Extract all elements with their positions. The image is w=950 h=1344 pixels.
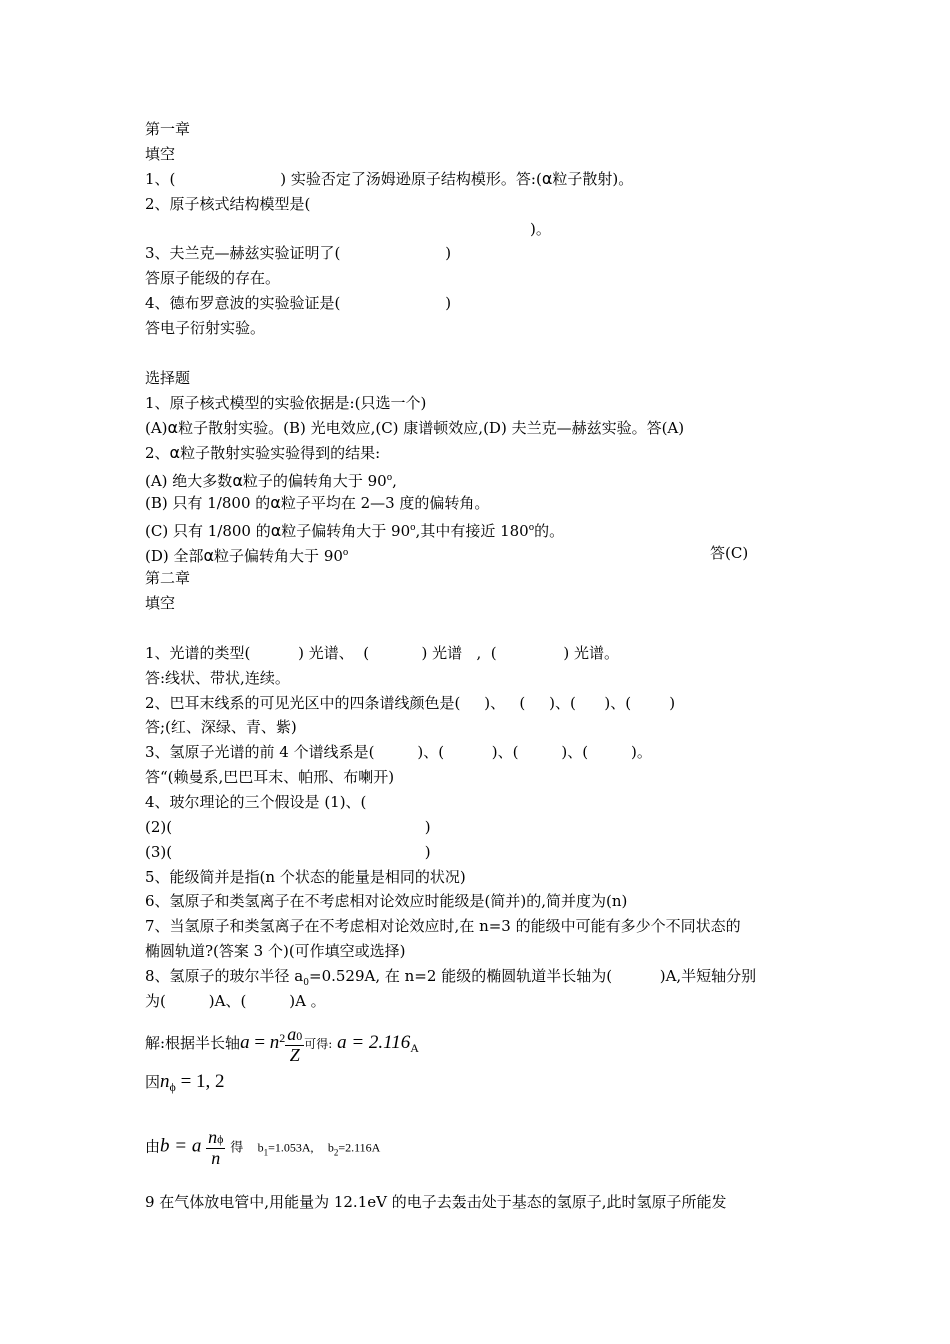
solution-eq-semi-minor-axis: 由b = a $\frac{n\phi}{n}$ 得 $b_1=1.053A$, $b_2=2.116A$	[145, 1127, 381, 1168]
q3-fill: 3、夫兰克—赫兹实验证明了( )	[145, 244, 452, 262]
ch2-q4: 4、玻尔理论的三个假设是 (1)、(	[145, 793, 367, 811]
choice-heading: 选择题	[145, 369, 191, 387]
ch2-q6: 6、氢原子和类氢离子在不考虑相对论效应时能级是(简并)的,简并度为(n)	[145, 892, 628, 910]
ch2-q7: 7、当氢原子和类氢离子在不考虑相对论效应时,在 n=3 的能级中可能有多少个不同状态的	[145, 917, 741, 935]
q4-answer: 答电子衍射实验。	[145, 319, 266, 337]
ch2-q9: 9 在气体放电管中,用能量为 12.1eV 的电子去轰击处于基态的氢原子,此时氢原子所能发	[145, 1193, 727, 1211]
q2-fill: 2、原子核式结构模型是(	[145, 195, 311, 213]
q3-answer: 答原子能级的存在。	[145, 269, 281, 287]
solution-eq-semi-major-axis: 解:根据半长轴$a = n^2$ $\frac{a0}{Z}$ 可得: $a = 2.116_A$	[145, 1023, 419, 1065]
choice-q2-option-c: (C) 只有 1/800 的α粒子偏转角大于 90$^o$,其中有接近 180$^o$的。	[145, 521, 565, 540]
ch2-q4-item-3: (3)( )	[145, 843, 431, 861]
ch2-q7-cont: 椭圆轨道?(答案 3 个)(可作填空或选择)	[145, 942, 406, 960]
choice-q2-option-b: (B) 只有 1/800 的α粒子平均在 2—3 度的偏转角。	[145, 493, 490, 512]
choice-q2-option-a: (A) 绝大多数α粒子的偏转角大于 90$^o$,	[145, 471, 397, 490]
fraction-a0-over-z: $\frac{a0}{Z}$	[287, 1023, 303, 1065]
ch2-q5: 5、能级简并是指(n 个状态的能量是相同的状况)	[145, 868, 466, 886]
ch2-q4-item-2: (2)( )	[145, 818, 431, 836]
q1-fill: 1、( ) 实验否定了汤姆逊原子结构模形。答:(α粒子散射)。	[145, 169, 634, 188]
fraction-nphi-over-n: $\frac{n\phi}{n}$	[208, 1127, 224, 1168]
ch2-q2-answer: 答;(红、深绿、青、紫)	[145, 718, 297, 736]
ch2-q1-answer: 答:线状、带状,连续。	[145, 669, 290, 687]
q4-fill: 4、德布罗意波的实验验证是( )	[145, 294, 452, 312]
ch2-q2: 2、巴耳末线系的可见光区中的四条谱线颜色是( )、 ( )、( )、( )	[145, 694, 676, 712]
q2-fill-close: )。	[530, 220, 551, 238]
choice-q2-answer: 答(C)	[710, 544, 749, 562]
ch2-q8-cont: 为( )A、( )A 。	[145, 992, 326, 1010]
fill-blank-heading-2: 填空	[145, 594, 176, 612]
choice-q1-options: (A)α粒子散射实验。(B) 光电效应,(C) 康谱顿效应,(D) 夫兰克—赫兹实验。答(A)	[145, 418, 685, 437]
fill-blank-heading: 填空	[145, 145, 176, 163]
chapter-1-heading: 第一章	[145, 120, 191, 138]
ch2-q3-answer: 答“(赖曼系,巴巴耳末、帕邢、布喇开)	[145, 768, 395, 786]
ch2-q3: 3、氢原子光谱的前 4 个谱线系是( )、( )、( )、( )。	[145, 743, 652, 761]
choice-q1: 1、原子核式模型的实验依据是:(只选一个)	[145, 394, 427, 412]
choice-q2: 2、α粒子散射实验实验得到的结果:	[145, 443, 381, 462]
solution-n-phi: 因$n_\phi = 1$, 2	[145, 1071, 225, 1094]
choice-q2-option-d: (D) 全部α粒子偏转角大于 90$^o$	[145, 546, 349, 565]
chapter-2-heading: 第二章	[145, 569, 191, 587]
ch2-q1: 1、光谱的类型( ) 光谱、 ( ) 光谱 , ( ) 光谱。	[145, 644, 619, 662]
ch2-q8: 8、氢原子的玻尔半径 $a_0=0.529A$, 在 n=2 能级的椭圆轨道半长轴为( )A,半短轴分别	[145, 967, 757, 988]
